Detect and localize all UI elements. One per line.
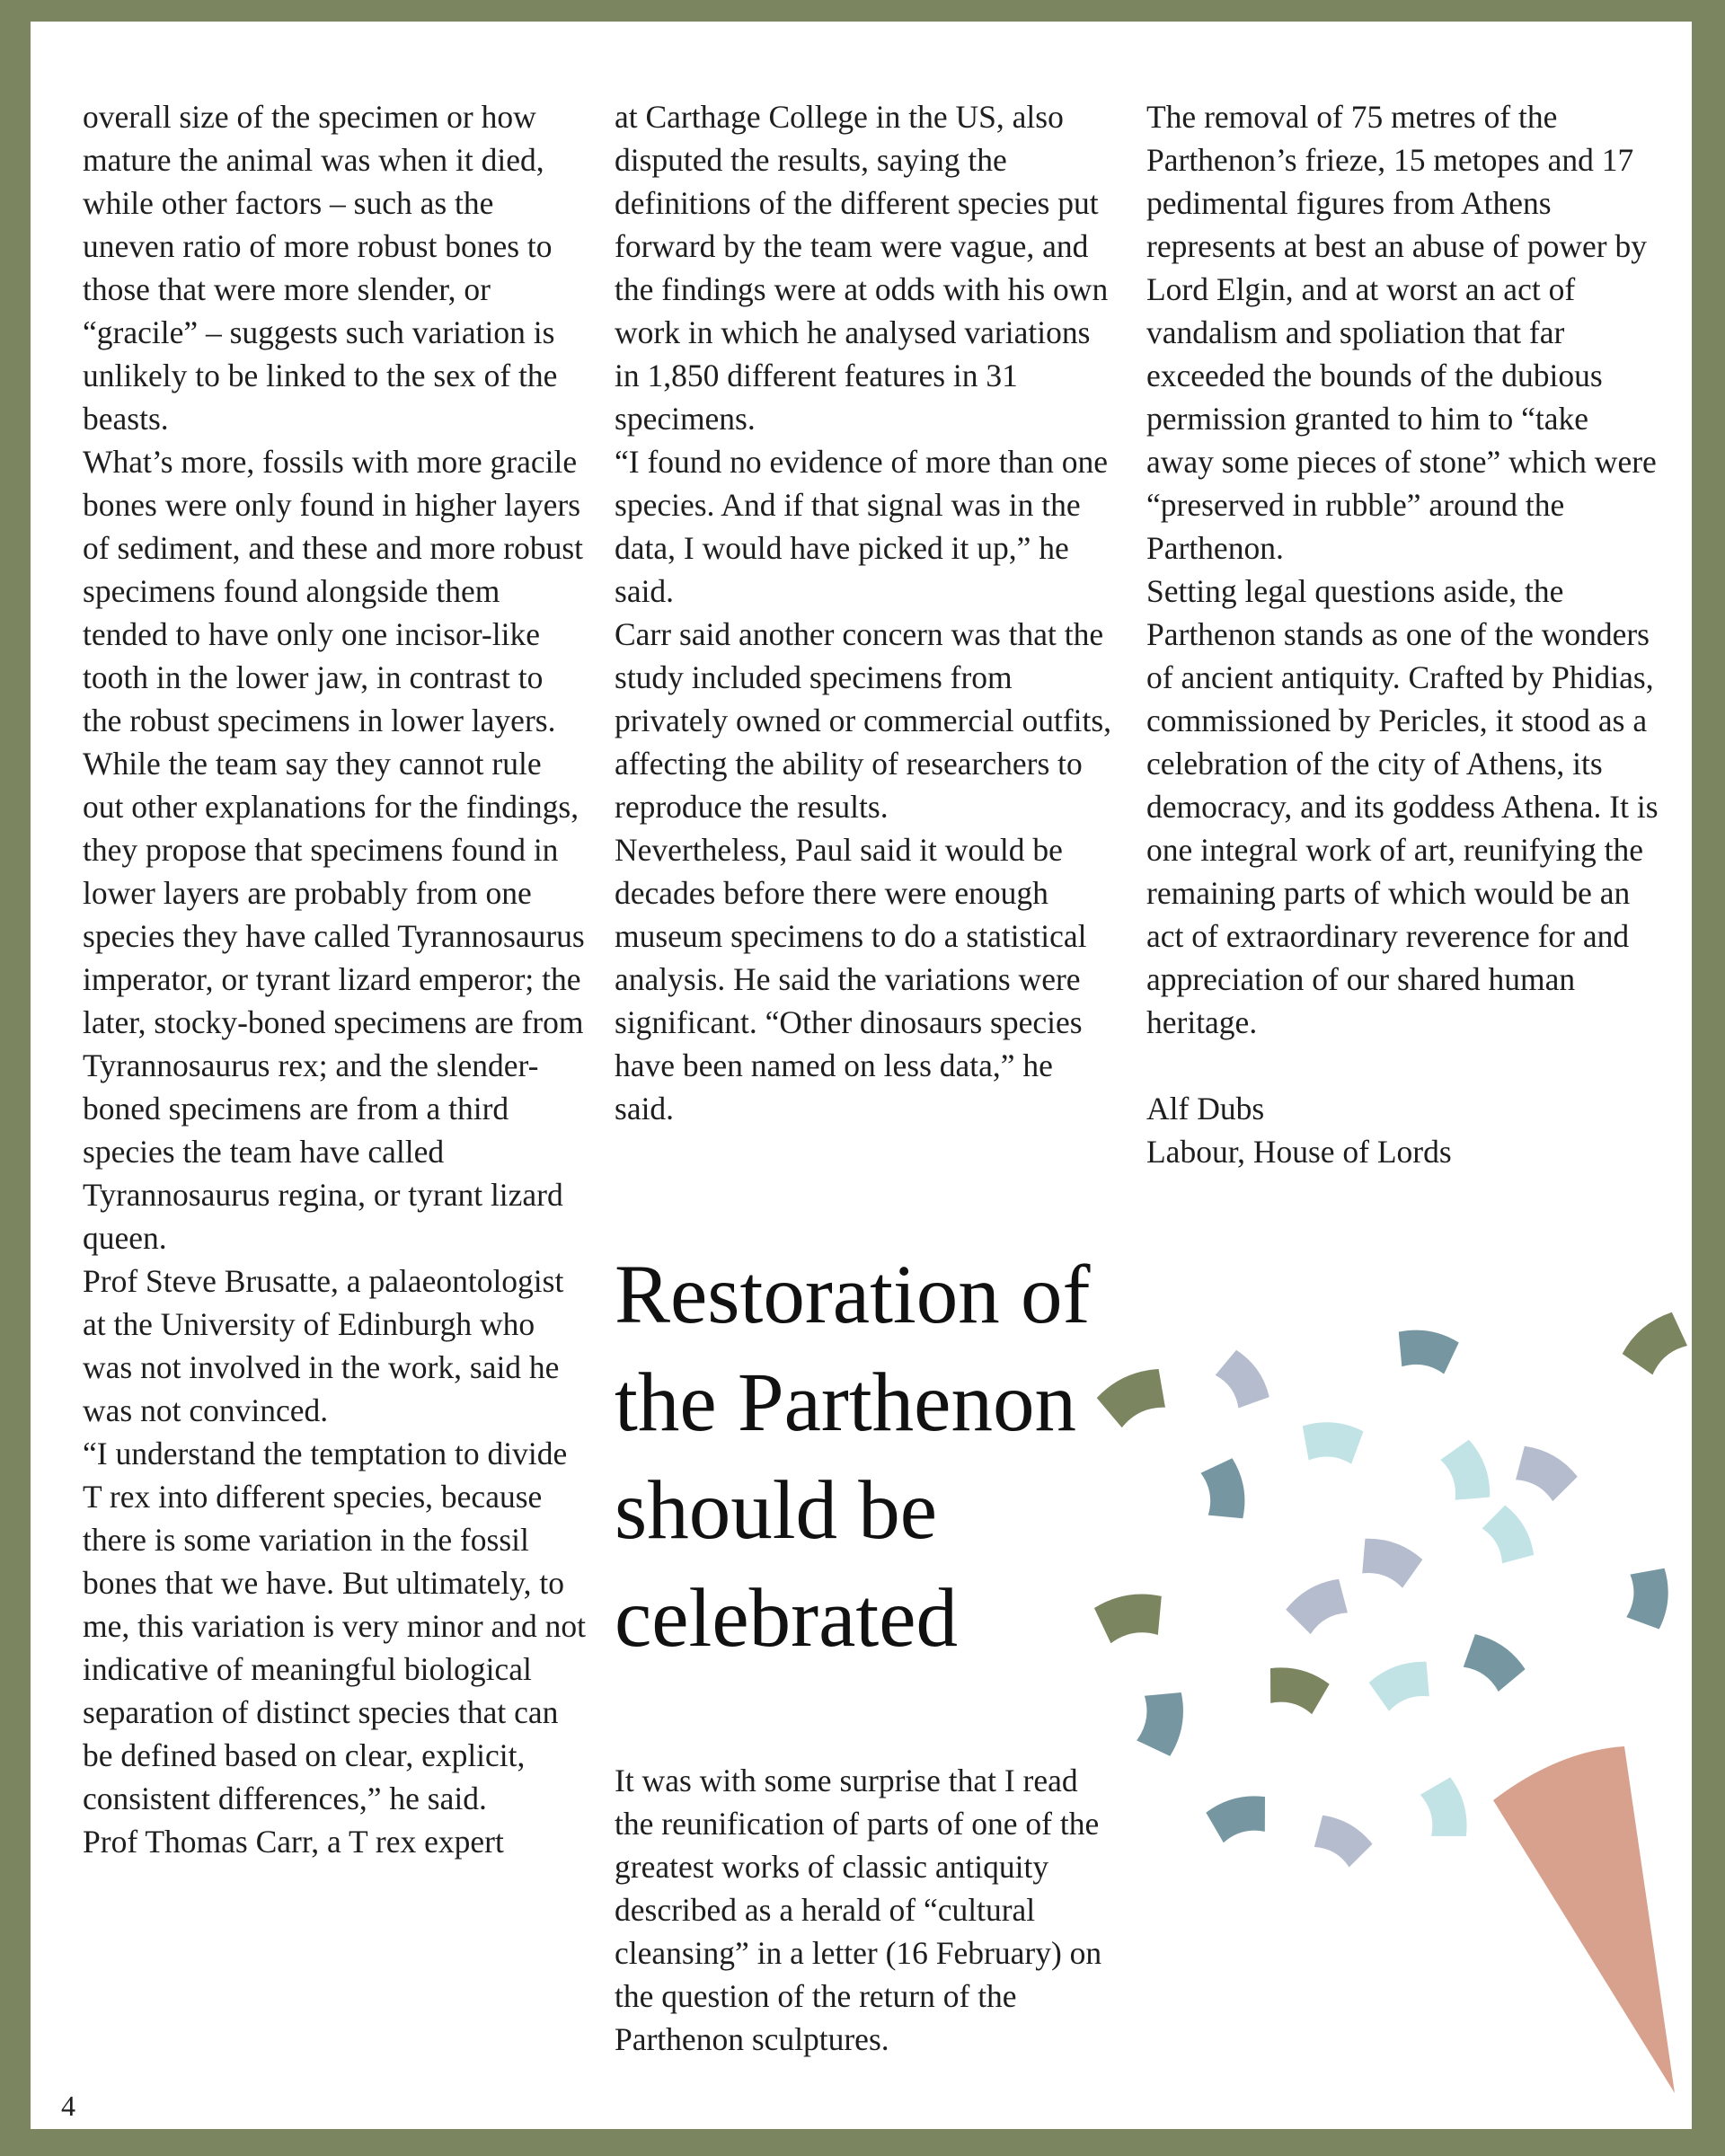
paragraph: “I understand the temptation to divide T rex into different species, because there is some variation in the fossil bones that we have. But ultimately, to me, this variation is very minor and not indicative of meaningful biological separation of distinct species that can be defined based on clear, explicit, consistent differences,” he said. [83, 1436, 587, 1816]
article-column-2 [615, 95, 1118, 1130]
letter-author: Alf Dubs [1146, 1091, 1265, 1127]
confetti-piece [1393, 1326, 1460, 1375]
confetti-piece [1205, 1791, 1274, 1845]
paragraph: Prof Steve Brusatte, a palaeontologist at the University of Edinburgh who was not involved in the work, said he was not convinced. [83, 1263, 564, 1428]
confetti-piece [1455, 1630, 1528, 1697]
confetti-piece [1367, 1656, 1438, 1714]
confetti-piece [1299, 1420, 1364, 1465]
paragraph: What’s more, fossils with more gracile bones were only found in higher layers of sediment, and these and more robust specimens found alongside them tended to have only one incisor-like tooth in the lower jaw, in contrast to the robust specimens in lower layers. [83, 444, 584, 738]
confetti-illustration [1073, 1279, 1692, 2129]
confetti-piece [1093, 1589, 1168, 1645]
paragraph: It was with some surprise that I read the reunification of parts of one of the greatest works of classic antiquity described as a herald of “cultural cleansing” in a letter (16 February) on the question of the return of the Parthenon sculptures. [615, 1763, 1102, 2057]
page-number: 4 [61, 2090, 75, 2122]
confetti-piece [1210, 1347, 1274, 1415]
article-column-1 [83, 95, 586, 1863]
paragraph: “I found no evidence of more than one species. And if that signal was in the data, I would have picked it up,” he said. [615, 444, 1109, 609]
confetti-piece [1306, 1810, 1375, 1871]
confetti-piece [1508, 1441, 1580, 1506]
confetti-piece [1135, 1686, 1188, 1757]
confetti-piece [1354, 1533, 1425, 1591]
confetti-piece [1438, 1437, 1496, 1508]
paragraph: Setting legal questions aside, the Parthenon stands as one of the wonders of ancient antiquity. Crafted by Phidias, commissioned by Pericles, it stood as a celebration of the city of Athens, its democracy, and its goddess Athena. It is one integral work of art, reunifying the remaining parts of which would be an act of extraordinary reverence for and appreciation of our shared human heritage. [1146, 573, 1659, 1040]
letter-affiliation: Labour, House of Lords [1146, 1134, 1452, 1170]
paragraph: The removal of 75 metres of the Parthenon’s frieze, 15 metopes and 17 pedimental figures from Athens represents at best an abuse of power by Lord Elgin, and at worst an act of vandalism and spoliation that far exceeded the bounds of the dubious permission granted to him to “take away some pieces of stone” which were “preserved in rubble” around the Parthenon. [1146, 99, 1657, 566]
confetti-piece [1618, 1307, 1692, 1381]
paragraph: Carr said another concern was that the study included specimens from privately owned or commercial outfits, affecting the ability of researchers to reproduce the results. [615, 616, 1112, 825]
letter-column-3 [1146, 95, 1659, 1173]
paragraph: overall size of the specimen or how mature the animal was when it died, while other factors – such as the uneven ratio of more robust bones to those that were more slender, or “gracile” – suggests such variation is unlikely to be linked to the sex of the beasts. [83, 99, 558, 437]
confetti-piece [1261, 1663, 1331, 1717]
confetti-piece [1418, 1776, 1472, 1845]
confetti-piece [1478, 1502, 1539, 1570]
letter-headline: Restoration of the Parthenon should be celebrated [615, 1249, 1091, 1665]
letter-intro [615, 1759, 1118, 2061]
spacer [1146, 1044, 1659, 1087]
paragraph: at Carthage College in the US, also disputed the results, saying the definitions of the different species put forward by the team were vague, and the findings were at odds with his own work in which he analysed variations in 1,850 different features in 31 specimens. [615, 99, 1109, 437]
confetti-piece [1199, 1457, 1249, 1524]
confetti-piece [1094, 1363, 1175, 1432]
paragraph: Prof Thomas Carr, a T rex expert [83, 1824, 504, 1860]
page [31, 22, 1692, 2129]
paragraph: Nevertheless, Paul said it would be decades before there were enough museum specimens to do a statistical analysis. He said the variations were significant. “Other dinosaurs species have been named on less data,” he said. [615, 832, 1087, 1127]
confetti-piece [1283, 1574, 1356, 1639]
confetti-piece [1625, 1565, 1670, 1630]
paragraph: While the team say they cannot rule out other explanations for the findings, they propose that specimens found in lower layers are probably from one species they have called Tyrannosaurus imperator, or tyrant lizard emperor; the later, stocky-boned specimens are from Tyrannosaurus rex; and the slender-boned specimens are from a third species the team have called Tyrannosaurus regina, or tyrant lizard queen. [83, 746, 585, 1256]
party-cone [1493, 1746, 1675, 2093]
